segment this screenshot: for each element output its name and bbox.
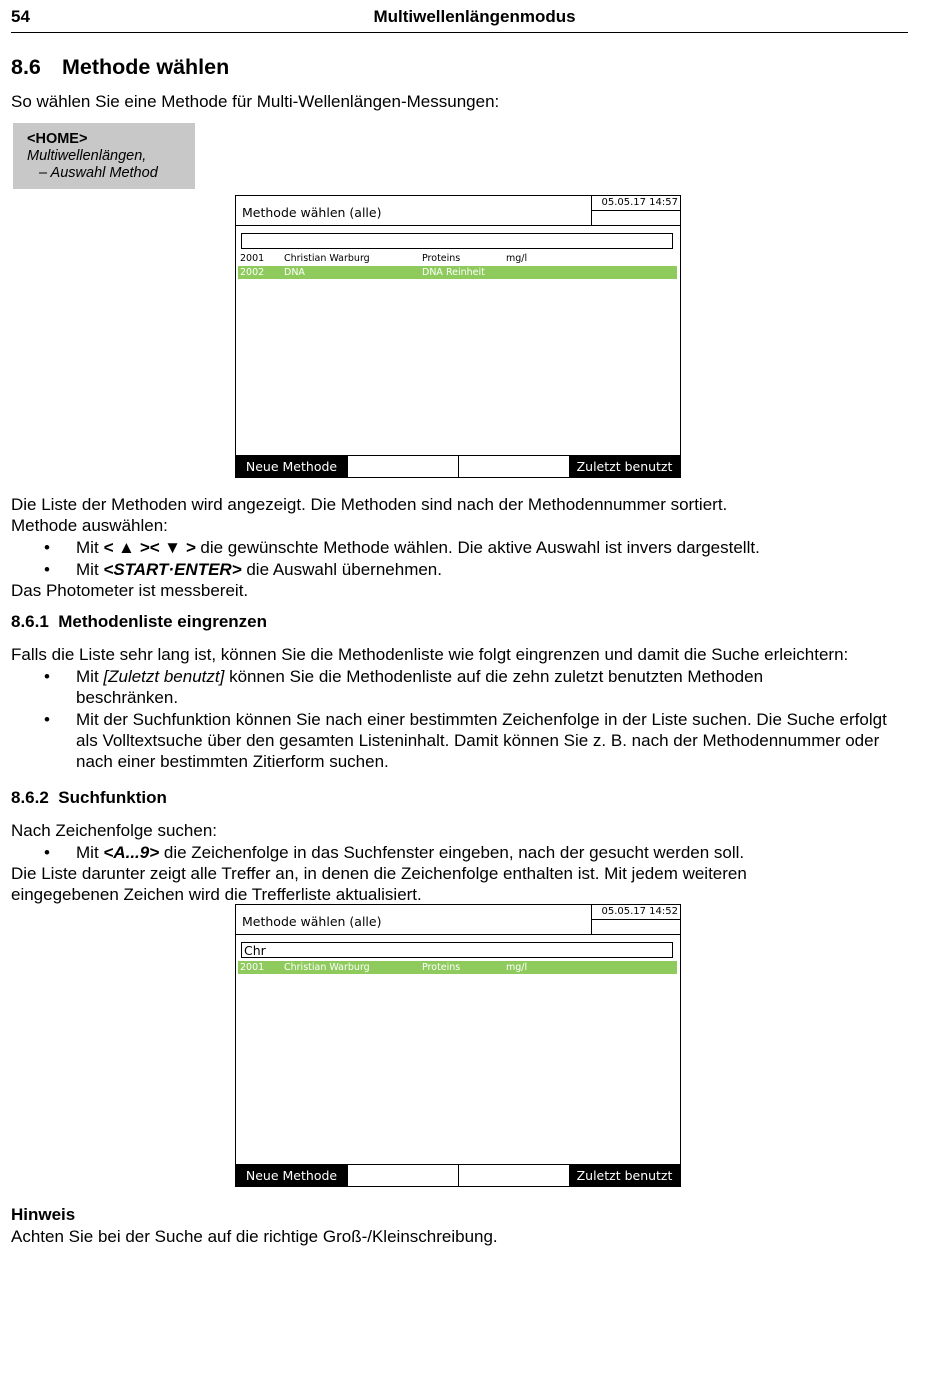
recently-used-softkey[interactable]: Zuletzt benutzt	[569, 1165, 680, 1186]
method-number: 2001	[240, 253, 265, 264]
subsection-title: Methodenliste eingrenzen	[58, 612, 268, 631]
empty-softkey-3[interactable]	[458, 456, 569, 477]
softkey-bar	[236, 455, 680, 477]
method-group: Proteins	[422, 253, 461, 264]
new-method-softkey[interactable]: Neue Methode	[236, 1165, 347, 1186]
start-enter-key-label: <START·ENTER>	[103, 560, 242, 579]
subsection-intro: Falls die Liste sehr lang ist, können Sie die Methodenliste wie folgt eingrenzen und damit die Suche erleichtern:	[11, 645, 849, 664]
list-description: Die Liste der Methoden wird angezeigt. Die Methoden sind nach der Methodennummer sortiert.	[11, 495, 728, 514]
datetime: 05.05.17 14:57	[601, 197, 678, 208]
select-method-label: Methode auswählen:	[11, 516, 168, 535]
arrow-keys-label: < ▲ >< ▼ >	[103, 538, 196, 557]
subsection-heading-1	[11, 612, 267, 632]
ready-text: Das Photometer ist messbereit.	[11, 581, 249, 600]
datetime-box	[591, 905, 681, 934]
subsection-heading-2	[11, 788, 167, 808]
key-path-home: <HOME>	[27, 131, 88, 147]
subsection-title: Suchfunktion	[58, 788, 167, 807]
method-group: Proteins	[422, 962, 461, 973]
method-number: 2002	[240, 267, 265, 278]
subsection-number: 8.6.2	[11, 788, 49, 807]
note-title: Hinweis	[11, 1205, 76, 1224]
recent-softkey-label: [Zuletzt benutzt]	[103, 667, 225, 686]
section-heading	[11, 55, 229, 80]
key-path-select: – Auswahl Method	[39, 165, 158, 181]
method-select-screen	[235, 195, 681, 478]
search-input[interactable]	[241, 233, 673, 249]
chapter-title: Multiwellenlängenmodus	[373, 7, 576, 26]
list-item-selected[interactable]	[238, 961, 677, 974]
page-header	[11, 5, 908, 33]
method-unit: mg/l	[506, 253, 528, 264]
softkey-bar	[236, 1164, 680, 1186]
recently-used-softkey[interactable]: Zuletzt benutzt	[569, 456, 680, 477]
page-number: 54	[11, 7, 30, 26]
empty-softkey-3[interactable]	[458, 1165, 569, 1186]
section-title: Methode wählen	[62, 55, 230, 79]
method-group: DNA Reinheit	[422, 267, 485, 278]
datetime-box	[591, 196, 681, 225]
search-description: Die Liste darunter zeigt alle Treffer an, in denen die Zeichenfolge enthalten ist. Mit jedem weiteren eingegebenen Zeichen wird die Trefferliste aktualisiert.	[11, 864, 747, 904]
method-number: 2001	[240, 962, 265, 973]
method-unit: mg/l	[506, 962, 528, 973]
alnum-key-label: <A...9>	[103, 843, 160, 862]
list-item-selected[interactable]	[238, 266, 677, 279]
list-item[interactable]	[238, 252, 677, 265]
new-method-softkey[interactable]: Neue Methode	[236, 456, 347, 477]
section-number: 8.6	[11, 55, 41, 79]
empty-softkey-2[interactable]	[347, 456, 458, 477]
screen-title: Methode wählen (alle)	[242, 914, 382, 929]
key-path-box	[13, 123, 195, 189]
method-name: Christian Warburg	[284, 962, 370, 973]
search-intro: Nach Zeichenfolge suchen:	[11, 821, 218, 840]
section-intro: So wählen Sie eine Methode für Multi-Wellenlängen-Messungen:	[11, 92, 500, 111]
screen-title: Methode wählen (alle)	[242, 205, 382, 220]
method-name: DNA	[284, 267, 305, 278]
search-input[interactable]: Chr	[241, 942, 673, 958]
key-path-mode: Multiwellenlängen,	[27, 148, 147, 164]
method-search-screen	[235, 904, 681, 1187]
note-text: Achten Sie bei der Suche auf die richtige Groß-/Kleinschreibung.	[11, 1227, 498, 1246]
empty-softkey-2[interactable]	[347, 1165, 458, 1186]
datetime: 05.05.17 14:52	[601, 906, 678, 917]
method-name: Christian Warburg	[284, 253, 370, 264]
subsection-number: 8.6.1	[11, 612, 49, 631]
